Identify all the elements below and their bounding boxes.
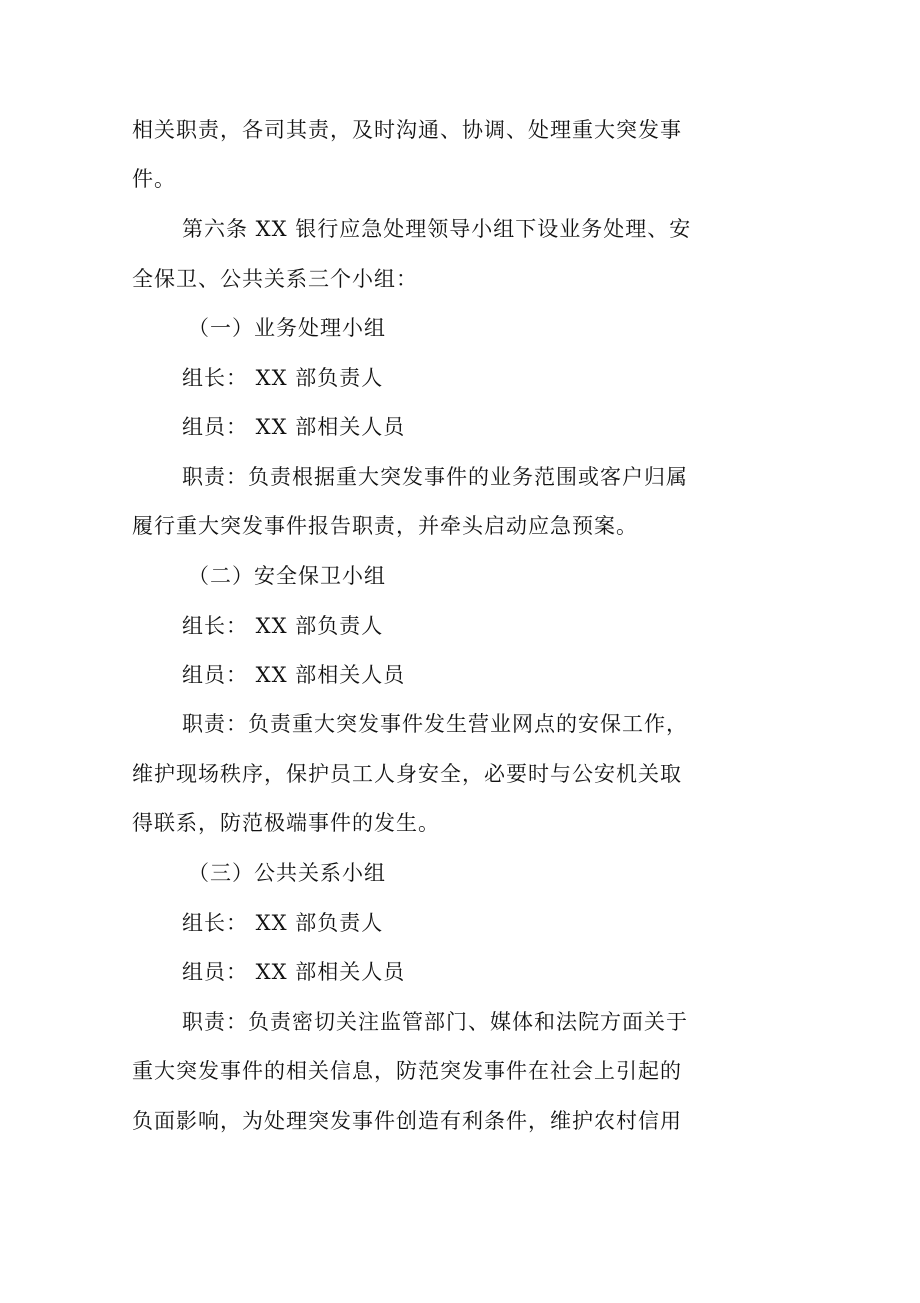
text-line: 职责：负责根据重大突发事件的业务范围或客户归属 <box>182 465 688 489</box>
text-line: 全保卫、公共关系三个小组： <box>132 267 418 291</box>
text-line: 职责：负责密切关注监管部门、媒体和法院方面关于 <box>182 1010 688 1034</box>
section-heading: （二）安全保卫小组 <box>188 564 386 588</box>
text-line: 组长： XX 部负责人 <box>182 614 384 638</box>
text-line: 组员： XX 部相关人员 <box>182 960 406 984</box>
text-line: 相关职责，各司其责，及时沟通、协调、处理重大突发事 <box>132 118 682 142</box>
text-line: 组长： XX 部负责人 <box>182 366 384 390</box>
section-heading: （三）公共关系小组 <box>188 861 386 885</box>
text-line: 组员： XX 部相关人员 <box>182 415 406 439</box>
section-heading: （一）业务处理小组 <box>188 316 386 340</box>
text-line: 重大突发事件的相关信息，防范突发事件在社会上引起的 <box>132 1059 682 1083</box>
text-line: 件。 <box>132 167 176 191</box>
text-line: 第六条 XX 银行应急处理领导小组下设业务处理、安 <box>182 217 692 241</box>
text-line: 组长： XX 部负责人 <box>182 911 384 935</box>
text-line: 履行重大突发事件报告职责，并牵头启动应急预案。 <box>132 514 638 538</box>
text-line: 得联系，防范极端事件的发生。 <box>132 811 440 835</box>
text-line: 组员： XX 部相关人员 <box>182 663 406 687</box>
text-line: 职责：负责重大突发事件发生营业网点的安保工作， <box>182 712 688 736</box>
text-line: 负面影响，为处理突发事件创造有利条件，维护农村信用 <box>132 1109 682 1133</box>
text-line: 维护现场秩序，保护员工人身安全，必要时与公安机关取 <box>132 762 682 786</box>
